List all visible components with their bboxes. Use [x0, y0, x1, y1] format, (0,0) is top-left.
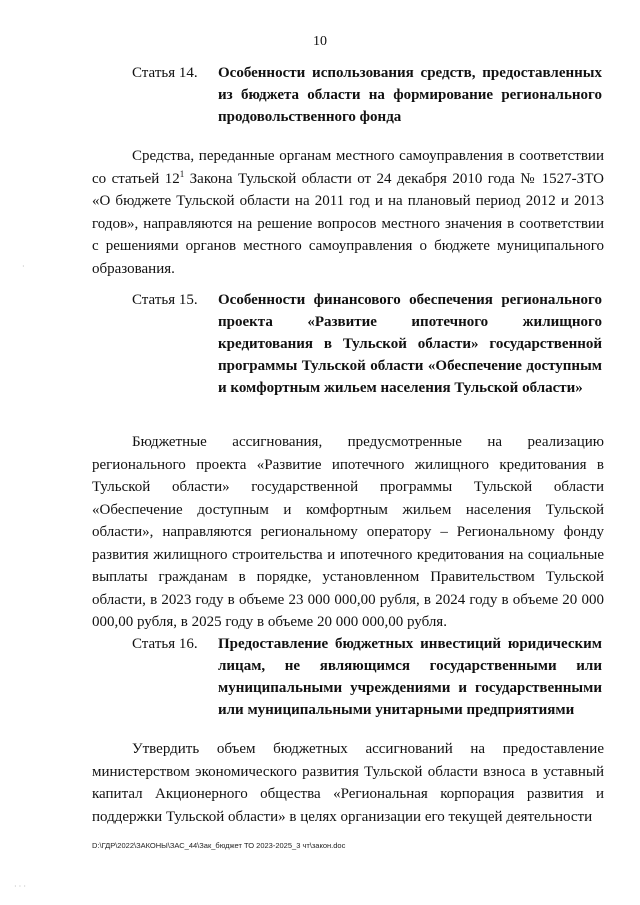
page-number: 10 [313, 34, 327, 49]
article-15-body: Бюджетные ассигнования, предусмотренные на реализацию регионального проекта «Развитие ипотечного жилищного кредитования в Тульской области» государственной программы Тульской области «Обеспечение доступным и комфортным жильем населения Тульской области», направляются региональному оператору – Региональному фонду развития жилищного строительства и ипотечного кредитования на социальные выплаты гражданам в порядке, установленном Правительством Тульской области, в 2023 году в объеме 23 000 000,00 рубля, в 2024 году в объеме 20 000 000,00 рубля, в 2025 году в объеме 20 000 000,00 рубля. [92, 434, 604, 630]
article-16-heading [92, 633, 602, 721]
superscript: 1 [179, 168, 185, 179]
article-title: Особенности использования средств, предоставленных из бюджета области на формирование регионального продовольственного фонда [218, 65, 602, 125]
file-path-footer: D:\ГДР\2022\ЗАКОНЫ\ЗАС_44\Зак_бюджет ТО 2023-2025_3 чт\закон.doc [92, 841, 346, 850]
article-label: Статья 14. [132, 65, 198, 81]
article-title: Предоставление бюджетных инвестиций юридическим лицам, не являющимся государственными или муниципальными учреждениями и государственными или муниципальными унитарными предприятиями [218, 636, 602, 718]
scan-speck: · [22, 262, 25, 271]
article-title: Особенности финансового обеспечения регионального проекта «Развитие ипотечного жилищного кредитования в Тульской области» государственной программы Тульской области «Обеспечение доступным и комфортным жильем населения Тульской области» [218, 292, 602, 396]
article-label: Статья 15. [132, 292, 198, 308]
article-15-heading [92, 289, 602, 399]
article-14-heading [92, 62, 602, 128]
body-text-part2: Закона Тульской области от 24 декабря 2010 года № 1527-ЗТО «О бюджете Тульской области на 2011 год и на плановый период 2012 и 2013 годов», направляются на решение вопросов местного значения в соответствии с решениями органов местного самоуправления о бюджете муниципального образования. [92, 170, 604, 277]
scan-speck: · · · [14, 882, 26, 891]
article-14-body [92, 145, 604, 280]
body-text-part1: Средства, переданные органам местного самоуправления в соответствии со статьей 12 [92, 148, 604, 187]
article-label: Статья 16. [132, 636, 198, 652]
article-16-body: Утвердить объем бюджетных ассигнований на предоставление министерством экономического развития Тульской области взноса в уставный капитал Акционерного общества «Региональная корпорация развития и поддержки Тульской области» в целях организации его текущей деятельности [92, 741, 604, 825]
